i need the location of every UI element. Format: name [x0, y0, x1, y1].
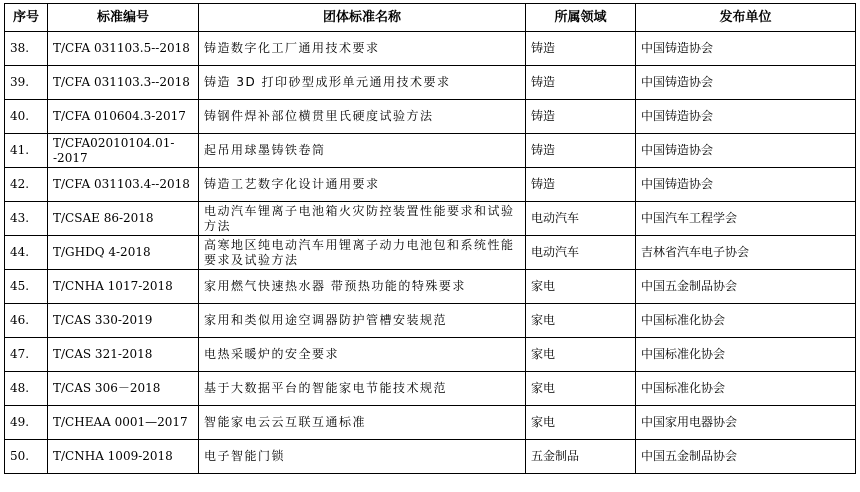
standard-code-cell: T/CFA 031103.4--2018 — [48, 168, 199, 202]
table-row — [5, 406, 856, 440]
publisher-cell: 中国家用电器协会 — [636, 406, 856, 440]
table-row — [5, 236, 856, 270]
table-row — [5, 100, 856, 134]
header-name: 团体标准名称 — [199, 4, 526, 32]
standard-name-cell: 高寒地区纯电动汽车用锂离子动力电池包和系统性能要求及试验方法 — [199, 236, 526, 270]
table-row — [5, 440, 856, 474]
standard-name-cell: 电热采暖炉的安全要求 — [199, 338, 526, 372]
table-row — [5, 32, 856, 66]
standard-code-cell: T/CAS 306－2018 — [48, 372, 199, 406]
field-cell: 家电 — [526, 406, 636, 440]
publisher-cell: 中国铸造协会 — [636, 100, 856, 134]
row-number-cell: 45. — [5, 270, 48, 304]
row-number-cell: 41. — [5, 134, 48, 168]
publisher-cell: 中国铸造协会 — [636, 66, 856, 100]
publisher-cell: 中国铸造协会 — [636, 32, 856, 66]
standard-name-cell: 铸造工艺数字化设计通用要求 — [199, 168, 526, 202]
row-number-cell: 42. — [5, 168, 48, 202]
standard-code-cell: T/CFA 031103.5--2018 — [48, 32, 199, 66]
standard-name-cell: 家用和类似用途空调器防护管槽安装规范 — [199, 304, 526, 338]
standard-code-cell: T/CHEAA 0001—2017 — [48, 406, 199, 440]
table-row — [5, 304, 856, 338]
standard-name-cell: 铸钢件焊补部位横贯里氏硬度试验方法 — [199, 100, 526, 134]
standard-code-cell: T/CAS 321-2018 — [48, 338, 199, 372]
header-field: 所属领域 — [526, 4, 636, 32]
standard-name-cell: 电动汽车锂离子电池箱火灾防控装置性能要求和试验方法 — [199, 202, 526, 236]
field-cell: 家电 — [526, 338, 636, 372]
publisher-cell: 中国标准化协会 — [636, 372, 856, 406]
publisher-cell: 中国五金制品协会 — [636, 440, 856, 474]
publisher-cell: 中国标准化协会 — [636, 304, 856, 338]
field-cell: 铸造 — [526, 100, 636, 134]
standards-table — [4, 3, 856, 474]
standard-code-cell: T/CFA02010104.01--2017 — [48, 134, 199, 168]
standard-name-cell: 铸造数字化工厂通用技术要求 — [199, 32, 526, 66]
header-code: 标准编号 — [48, 4, 199, 32]
table-row — [5, 372, 856, 406]
standard-name-cell: 基于大数据平台的智能家电节能技术规范 — [199, 372, 526, 406]
standard-code-cell: T/CAS 330-2019 — [48, 304, 199, 338]
standard-code-cell: T/CFA 010604.3-2017 — [48, 100, 199, 134]
standard-name-cell: 起吊用球墨铸铁卷筒 — [199, 134, 526, 168]
row-number-cell: 44. — [5, 236, 48, 270]
table-body — [5, 32, 856, 474]
row-number-cell: 43. — [5, 202, 48, 236]
publisher-cell: 中国五金制品协会 — [636, 270, 856, 304]
field-cell: 铸造 — [526, 168, 636, 202]
table-row — [5, 338, 856, 372]
standard-name-cell: 智能家电云云互联互通标准 — [199, 406, 526, 440]
row-number-cell: 47. — [5, 338, 48, 372]
table-row — [5, 134, 856, 168]
row-number-cell: 48. — [5, 372, 48, 406]
standard-code-cell: T/CFA 031103.3--2018 — [48, 66, 199, 100]
row-number-cell: 38. — [5, 32, 48, 66]
row-number-cell: 49. — [5, 406, 48, 440]
standard-name-cell: 电子智能门锁 — [199, 440, 526, 474]
table-row — [5, 202, 856, 236]
standard-code-cell: T/CNHA 1009-2018 — [48, 440, 199, 474]
publisher-cell: 中国铸造协会 — [636, 168, 856, 202]
field-cell: 铸造 — [526, 66, 636, 100]
standard-code-cell: T/CSAE 86-2018 — [48, 202, 199, 236]
row-number-cell: 39. — [5, 66, 48, 100]
publisher-cell: 中国标准化协会 — [636, 338, 856, 372]
header-no: 序号 — [5, 4, 48, 32]
publisher-cell: 中国铸造协会 — [636, 134, 856, 168]
table-row — [5, 66, 856, 100]
row-number-cell: 46. — [5, 304, 48, 338]
field-cell: 铸造 — [526, 32, 636, 66]
standard-name-cell: 家用燃气快速热水器 带预热功能的特殊要求 — [199, 270, 526, 304]
standard-name-cell: 铸造 3D 打印砂型成形单元通用技术要求 — [199, 66, 526, 100]
table-row — [5, 270, 856, 304]
publisher-cell: 吉林省汽车电子协会 — [636, 236, 856, 270]
field-cell: 家电 — [526, 304, 636, 338]
publisher-cell: 中国汽车工程学会 — [636, 202, 856, 236]
table-header-row — [5, 4, 856, 32]
field-cell: 电动汽车 — [526, 202, 636, 236]
row-number-cell: 40. — [5, 100, 48, 134]
standard-code-cell: T/GHDQ 4-2018 — [48, 236, 199, 270]
field-cell: 铸造 — [526, 134, 636, 168]
field-cell: 电动汽车 — [526, 236, 636, 270]
field-cell: 家电 — [526, 372, 636, 406]
field-cell: 五金制品 — [526, 440, 636, 474]
field-cell: 家电 — [526, 270, 636, 304]
header-org: 发布单位 — [636, 4, 856, 32]
row-number-cell: 50. — [5, 440, 48, 474]
standard-code-cell: T/CNHA 1017-2018 — [48, 270, 199, 304]
table-row — [5, 168, 856, 202]
